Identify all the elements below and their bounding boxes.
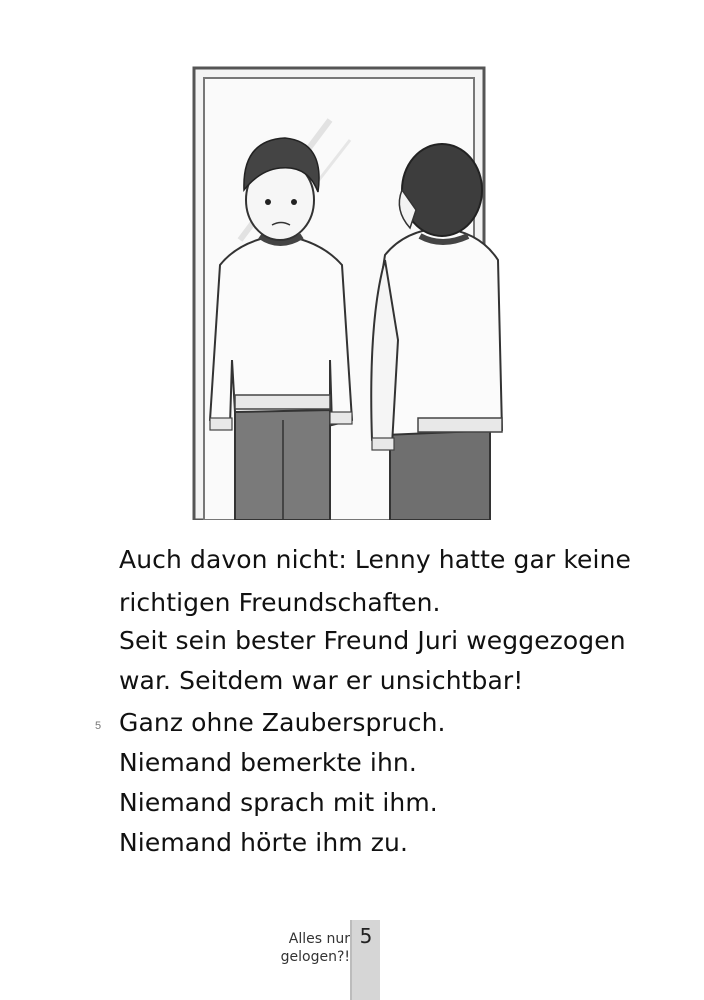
text-line: Niemand hörte ihm zu. xyxy=(119,828,409,857)
text-line: war. Seitdem war er unsichtbar! xyxy=(119,666,524,695)
footer-series-title xyxy=(280,930,350,966)
series-title-line2: gelogen?! xyxy=(280,949,350,965)
text-line: Ganz ohne Zauberspruch. xyxy=(119,708,446,737)
text-line: Auch davon nicht: Lenny hatte gar keine xyxy=(119,545,631,574)
text-line: richtigen Freundschaften. xyxy=(119,588,441,617)
page-number: 5 xyxy=(359,924,373,948)
text-line: Niemand sprach mit ihm. xyxy=(119,788,438,817)
text-line: Niemand bemerkte ihn. xyxy=(119,748,417,777)
line-number: 5 xyxy=(95,720,102,732)
text-line: Seit sein bester Freund Juri weggezogen xyxy=(119,626,626,655)
boy-mirror-illustration xyxy=(180,60,520,520)
series-title-line1: Alles nur xyxy=(288,931,350,947)
